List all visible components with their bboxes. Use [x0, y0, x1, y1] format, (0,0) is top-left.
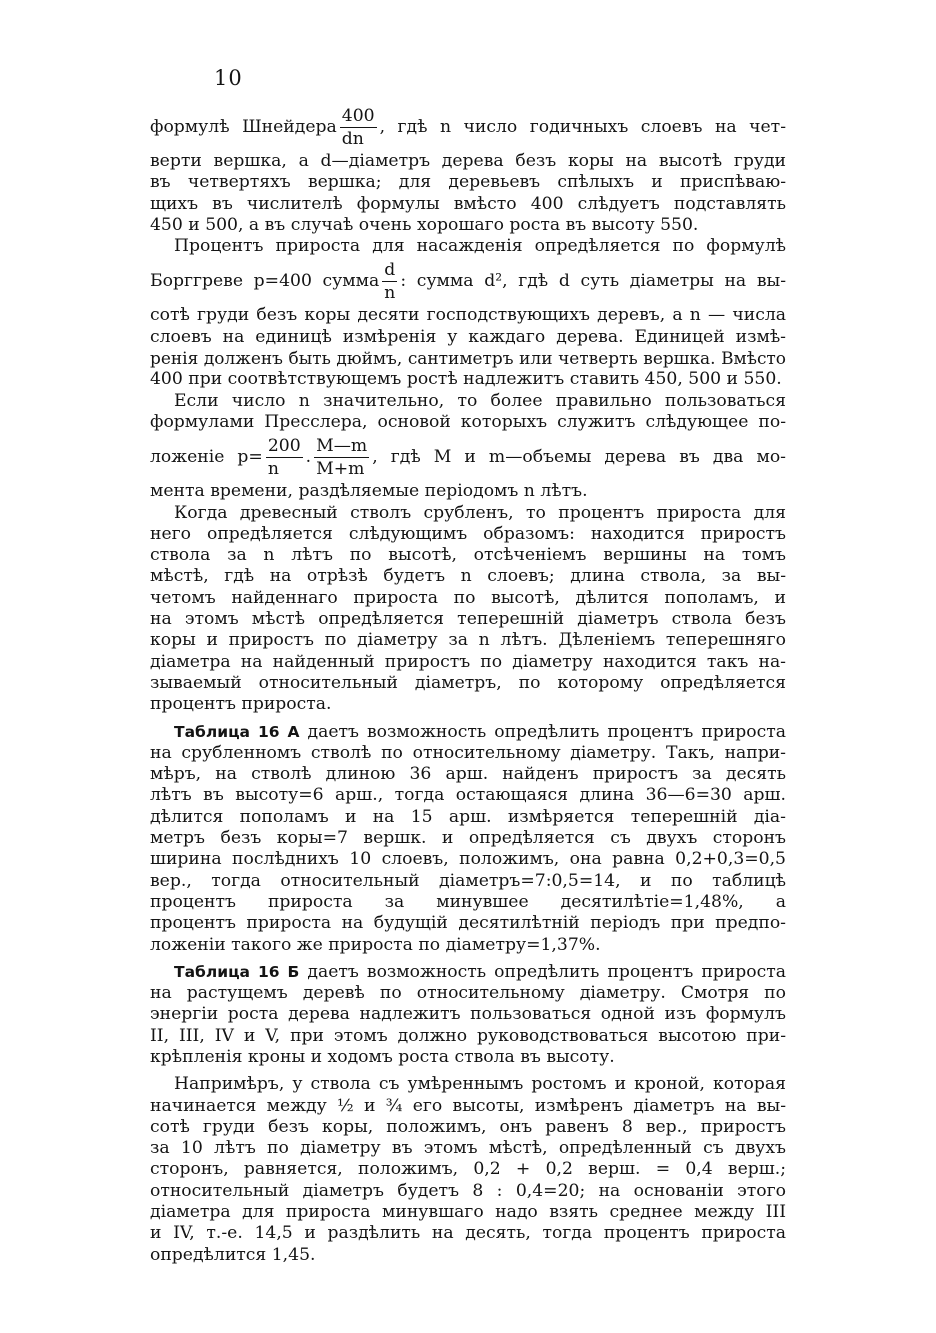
text-line: на растущемъ деревѣ по относительному діаметру. Смотря по — [150, 983, 786, 1004]
text-line: ложеніе p= $\frac{200}{n}$ . $\frac{M—m}{M+m}$ , гдѣ M и m—объемы дерева въ два мо- — [150, 436, 786, 480]
text-line: на срубленномъ стволѣ по относительному діаметру. Такъ, напри- — [150, 742, 786, 763]
text-line: Таблица 16 А даетъ возможность опредѣлить процентъ прироста — [174, 721, 787, 742]
text-line: сотѣ груди безъ коры десяти господствующихъ деревъ, а n — числа — [150, 305, 786, 326]
paragraph-table-16a — [150, 722, 786, 956]
fraction-pressler-b: $\frac{M—m}{M+m}$ — [316, 436, 368, 480]
text-line: въ четвертяхъ вершка; для деревьевъ спѣлыхъ и приспѣваю- — [150, 172, 786, 193]
text-line: метръ безъ коры=7 вершк. и опредѣляется съ двухъ сторонъ — [150, 828, 786, 849]
text-line: II, III, IV и V, при этомъ должно руководствоваться высотою при- — [150, 1025, 786, 1046]
body-text — [150, 103, 786, 1266]
table-reference: Таблица 16 А — [174, 722, 300, 741]
paragraph-felled-trunk — [150, 503, 786, 716]
text-line: щихъ въ числителѣ формулы вмѣсто 400 слѣдуетъ подставлять — [150, 193, 786, 214]
text-line: ложеніи такого же прироста по діаметру=1,37%. — [150, 934, 601, 955]
page-number: 10 — [214, 66, 243, 90]
text-line: коры и приростъ по діаметру за n лѣтъ. Дѣленіемъ теперешняго — [150, 630, 786, 651]
fraction-borggreve: $\frac{d}{n}$ — [384, 260, 396, 304]
text-line: діаметра на найденный приростъ по діаметру находится такъ на- — [150, 651, 786, 672]
fraction-schneider: $\frac{400}{dn}$ — [341, 106, 375, 149]
text-line: крѣпленія кроны и ходомъ роста ствола въ высоту. — [150, 1046, 615, 1067]
text-line: мѣстѣ, гдѣ на отрѣзѣ будетъ n слоевъ; длина ствола, за вы- — [150, 566, 786, 587]
paragraph-schneider-formula — [150, 103, 786, 236]
text-line: ширина послѣднихъ 10 слоевъ, положимъ, она равна 0,2+0,3=0,5 — [150, 849, 786, 870]
text-line: сторонъ, равняется, положимъ, 0,2 + 0,2 верш. = 0,4 верш.; — [150, 1159, 786, 1180]
text-line: за 10 лѣтъ по діаметру въ этомъ мѣстѣ, опредѣленный съ двухъ — [150, 1138, 786, 1159]
paragraph-borggreve-formula — [150, 236, 786, 390]
text-line: и IV, т.-е. 14,5 и раздѣлить на десять, тогда процентъ прироста — [150, 1223, 786, 1244]
text-line: ствола за n лѣтъ по высотѣ, отсѣченіемъ вершины на томъ — [150, 545, 786, 566]
text-line: на этомъ мѣстѣ опредѣляется теперешній діаметръ ствола безъ — [150, 609, 786, 630]
text-line: мѣръ, на стволѣ длиною 36 арш. найденъ приростъ за десять — [150, 764, 786, 785]
text-line: вер., тогда относительный діаметръ=7:0,5=14, и по таблицѣ — [150, 870, 786, 891]
text-line: 450 и 500, а въ случаѣ очень хорошаго роста въ высоту 550. — [150, 214, 699, 235]
text-line: него опредѣляется слѣдующимъ образомъ: находится приростъ — [150, 523, 786, 544]
text-line: Таблица 16 Б даетъ возможность опредѣлить процентъ прироста — [174, 961, 786, 982]
text-line: ренія долженъ быть дюймъ, сантиметръ или четверть вершка. Вмѣсто — [150, 348, 786, 369]
text-line: Когда древесный стволъ срубленъ, то процентъ прироста для — [174, 502, 786, 523]
text-line: дѣлится пополамъ и на 15 арш. измѣряется теперешній діа- — [150, 806, 786, 827]
text-line: начинается между ½ и ¾ его высоты, измѣренъ діаметръ на вы- — [150, 1095, 786, 1116]
paragraph-example — [150, 1074, 786, 1266]
paragraph-pressler-formula — [150, 391, 786, 503]
paragraph-table-16b — [150, 962, 786, 1068]
text-line: формулами Пресслера, основой которыхъ служитъ слѣдующее по- — [150, 411, 786, 432]
text-line: верти вершка, а d—діаметръ дерева безъ коры на высотѣ груди — [150, 151, 786, 171]
text-line: процентъ прироста за минувшее десятилѣтіе=1,48%, а — [150, 891, 786, 912]
text-line: зываемый относительный діаметръ, по которому опредѣляется — [150, 672, 786, 693]
text-line: процентъ прироста. — [150, 694, 332, 715]
text-line: лѣтъ въ высоту=6 арш., тогда остающаяся длина 36—6=30 арш. — [150, 785, 786, 806]
text-line: Если число n значительно, то более правильно пользоваться — [174, 390, 786, 411]
text-line: Борггреве p=400 сумма $\frac{d}{n}$ : сумма d², гдѣ d суть діаметры на вы- — [150, 260, 787, 304]
text-line: мента времени, раздѣляемые періодомъ n лѣтъ. — [150, 481, 588, 502]
text-line: Процентъ прироста для насажденія опредѣляется по формулѣ — [174, 236, 786, 257]
fraction-pressler-a: $\frac{200}{n}$ — [267, 436, 301, 480]
text-line: сотѣ груди безъ коры, положимъ, онъ равенъ 8 вер., приростъ — [150, 1116, 786, 1137]
text-line: энергіи роста дерева надлежитъ пользоваться одной изъ формулъ — [150, 1004, 786, 1025]
text-line: четомъ найденнаго прироста по высотѣ, дѣлится пополамъ, и — [150, 587, 786, 608]
text-line: опредѣлится 1,45. — [150, 1244, 316, 1265]
text-line: слоевъ на единицѣ измѣренія у каждаго дерева. Единицей измѣ- — [150, 326, 786, 347]
text-line: относительный діаметръ будетъ 8 : 0,4=20; на основаніи этого — [150, 1180, 786, 1201]
text-line: Напримѣръ, у ствола съ умѣреннымъ ростомъ и кроной, которая — [174, 1074, 786, 1095]
text-line: процентъ прироста на будущій десятилѣтній періодъ при предпо- — [150, 913, 786, 934]
text-line: формулѣ Шнейдера $\frac{400}{dn}$ , гдѣ n число годичныхъ слоевъ на чет- — [150, 106, 786, 149]
table-reference: Таблица 16 Б — [174, 962, 300, 981]
text-line: 400 при соотвѣтствующемъ ростѣ надлежитъ ставить 450, 500 и 550. — [150, 369, 782, 390]
text-line: діаметра для прироста минувшаго надо взять среднее между III — [150, 1202, 786, 1223]
